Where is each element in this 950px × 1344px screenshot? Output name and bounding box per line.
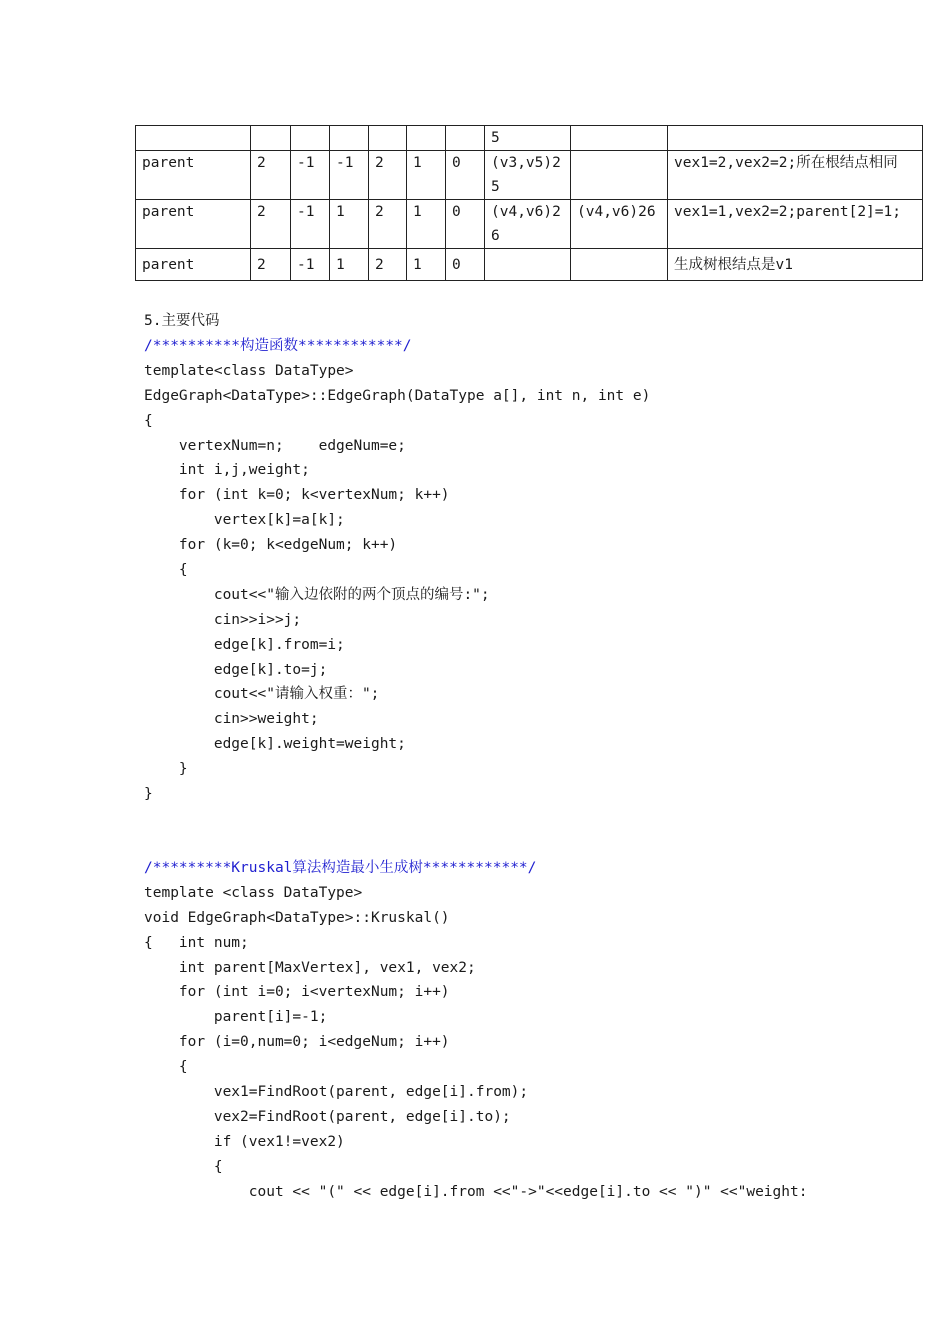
code-line: int parent[MaxVertex], vex1, vex2;: [144, 959, 476, 976]
table-cell: (v4,v6)26: [571, 200, 668, 249]
table-cell: vex1=2,vex2=2;所在根结点相同: [668, 151, 923, 200]
code-line: for (int i=0; i<vertexNum; i++): [144, 984, 450, 1001]
table-cell: 2: [369, 151, 407, 200]
table-cell: 2: [251, 151, 291, 200]
table-cell: 1: [407, 151, 446, 200]
code-line: vertex[k]=a[k];: [144, 512, 345, 529]
code-line: if (vex1!=vex2): [144, 1133, 345, 1150]
code-line: cin>>weight;: [144, 711, 319, 728]
table-cell: 1: [407, 249, 446, 281]
code-line: edge[k].to=j;: [144, 661, 328, 678]
code-block-kruskal: [144, 856, 807, 1204]
code-comment-line: /**********构造函数************/: [144, 338, 412, 354]
code-line: }: [144, 761, 188, 778]
code-line: template<class DataType>: [144, 362, 354, 379]
code-line: cin>>i>>j;: [144, 611, 302, 628]
code-line: template <class DataType>: [144, 884, 363, 901]
table-cell: -1: [291, 200, 330, 249]
table-cell: [571, 151, 668, 200]
table-cell: [291, 126, 330, 151]
code-line: cout<<"输入边依附的两个顶点的编号:";: [144, 586, 490, 603]
table-cell: [407, 126, 446, 151]
table-cell: [251, 126, 291, 151]
table-cell: 1: [330, 249, 369, 281]
code-line: for (int k=0; k<vertexNum; k++): [144, 487, 450, 504]
table-cell: (v4,v6)26: [485, 200, 571, 249]
code-line: }: [144, 786, 153, 803]
table-cell: -1: [291, 249, 330, 281]
code-line: edge[k].from=i;: [144, 636, 345, 653]
table-cell: (v3,v5)25: [485, 151, 571, 200]
code-line: {: [144, 562, 188, 579]
code-line: vex2=FindRoot(parent, edge[i].to);: [144, 1108, 511, 1125]
table-cell: 5: [485, 126, 571, 151]
section-title: 5.主要代码: [144, 313, 220, 329]
table-cell: 2: [369, 249, 407, 281]
code-line: {: [144, 1059, 188, 1076]
table-cell: 1: [407, 200, 446, 249]
code-line: for (i=0,num=0; i<edgeNum; i++): [144, 1034, 450, 1051]
table-cell: [571, 249, 668, 281]
code-line: void EdgeGraph<DataType>::Kruskal(): [144, 909, 450, 926]
table-cell: 0: [446, 151, 485, 200]
row-label-cell: parent: [136, 200, 251, 249]
table-cell: [369, 126, 407, 151]
code-line: {: [144, 1158, 223, 1175]
table-cell: 1: [330, 200, 369, 249]
table-cell: 生成树根结点是v1: [668, 249, 923, 281]
table-cell: 2: [251, 249, 291, 281]
table-cell: [485, 249, 571, 281]
table-cell: 0: [446, 249, 485, 281]
table-cell: 2: [369, 200, 407, 249]
row-label-cell: [136, 126, 251, 151]
code-line: vertexNum=n; edgeNum=e;: [144, 437, 406, 454]
table-cell: vex1=1,vex2=2;parent[2]=1;: [668, 200, 923, 249]
code-line: edge[k].weight=weight;: [144, 736, 406, 753]
code-comment-line: /*********Kruskal算法构造最小生成树************/: [144, 860, 537, 876]
code-line: { int num;: [144, 934, 249, 951]
kruskal-trace-table: [135, 125, 923, 281]
table-cell: [668, 126, 923, 151]
code-line: for (k=0; k<edgeNum; k++): [144, 537, 398, 554]
row-label-cell: parent: [136, 151, 251, 200]
code-line: int i,j,weight;: [144, 462, 310, 479]
code-line: parent[i]=-1;: [144, 1009, 328, 1026]
table-cell: 2: [251, 200, 291, 249]
code-block-constructor: [144, 334, 650, 807]
table-cell: [330, 126, 369, 151]
table-cell: -1: [330, 151, 369, 200]
code-line: vex1=FindRoot(parent, edge[i].from);: [144, 1084, 529, 1101]
table-cell: -1: [291, 151, 330, 200]
table-row: [136, 151, 923, 200]
code-line: cout << "(" << edge[i].from <<"->"<<edge[i].to << ")" <<"weight:: [144, 1183, 808, 1200]
code-line: cout<<"请输入权重：";: [144, 686, 380, 703]
trace-table-body: [136, 126, 923, 281]
table-row: [136, 126, 923, 151]
table-cell: 0: [446, 200, 485, 249]
row-label-cell: parent: [136, 249, 251, 281]
code-line: {: [144, 412, 153, 429]
table-cell: [571, 126, 668, 151]
code-line: EdgeGraph<DataType>::EdgeGraph(DataType a[], int n, int e): [144, 387, 651, 404]
table-row: [136, 249, 923, 281]
table-cell: [446, 126, 485, 151]
table-row: [136, 200, 923, 249]
